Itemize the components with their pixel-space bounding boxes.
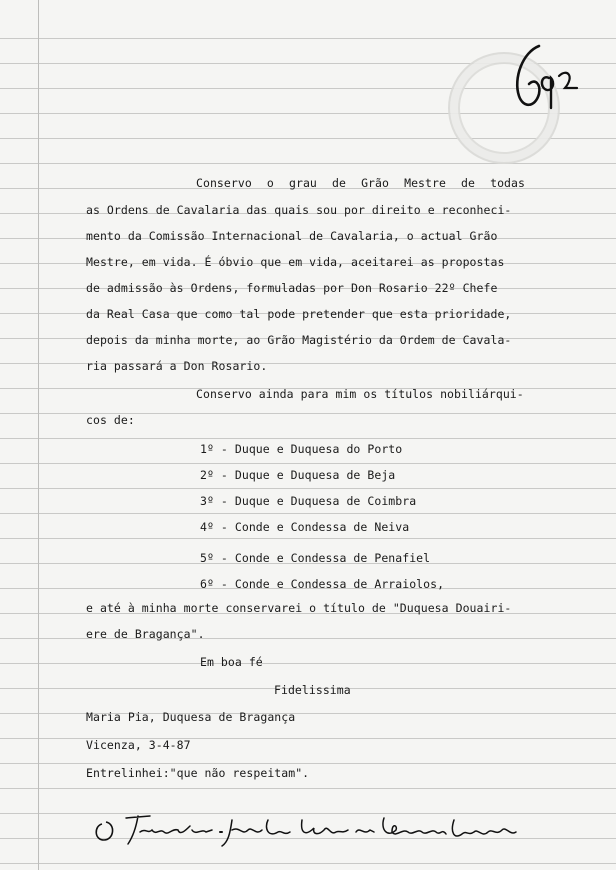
text-line: Conservo ainda para mim os títulos nobiliárqui- — [196, 387, 524, 401]
title-item: 1º - Duque e Duquesa do Porto — [200, 442, 403, 456]
text-line: depois da minha morte, ao Grão Magistério da Ordem de Cavala- — [86, 333, 512, 347]
text-line: de admissão às Ordens, formuladas por Don Rosario 22º Chefe — [86, 281, 498, 295]
title-item: 5º - Conde e Condessa de Penafiel — [200, 551, 431, 565]
word: de — [332, 176, 346, 190]
word: Grão — [361, 176, 389, 190]
signatory-text: Maria Pia, Duquesa de Bragança — [86, 710, 296, 724]
word: grau — [289, 176, 317, 190]
folio-number-handwritten — [505, 38, 585, 118]
para1-first-line — [196, 176, 525, 190]
text-line: ria passará a Don Rosario. — [86, 359, 268, 373]
word: Conservo — [196, 176, 252, 190]
text-line: as Ordens de Cavalaria das quais sou por direito e reconheci- — [86, 203, 512, 217]
interlineation-note: Entrelinhei:"que não respeitam". — [86, 766, 310, 780]
text-line: Mestre, em vida. É óbvio que em vida, aceitarei as propostas — [86, 255, 505, 269]
text-line: mento da Comissão Internacional de Cavalaria, o actual Grão — [86, 229, 498, 243]
margin-rule — [38, 0, 39, 870]
word: de — [461, 176, 475, 190]
text-line: cos de: — [86, 413, 135, 427]
title-item: 2º - Duque e Duquesa de Beja — [200, 468, 396, 482]
fidelissima-text: Fidelissima — [274, 683, 351, 697]
place-date-text: Vicenza, 3-4-87 — [86, 738, 191, 752]
text-line: e até à minha morte conservarei o título de "Duquesa Douairi- — [86, 601, 512, 615]
word: o — [266, 176, 274, 190]
translator-signature — [92, 806, 522, 856]
word: todas — [490, 176, 525, 190]
text-line: ere de Bragança". — [86, 627, 205, 641]
title-item: 3º - Duque e Duquesa de Coimbra — [200, 494, 417, 508]
closing-text: Em boa fé — [200, 655, 263, 669]
word: Mestre — [404, 176, 446, 190]
title-item: 6º - Conde e Condessa de Arraiolos, — [200, 577, 445, 591]
title-item: 4º - Conde e Condessa de Neiva — [200, 520, 410, 534]
text-line: da Real Casa que como tal pode pretender que esta prioridade, — [86, 307, 512, 321]
